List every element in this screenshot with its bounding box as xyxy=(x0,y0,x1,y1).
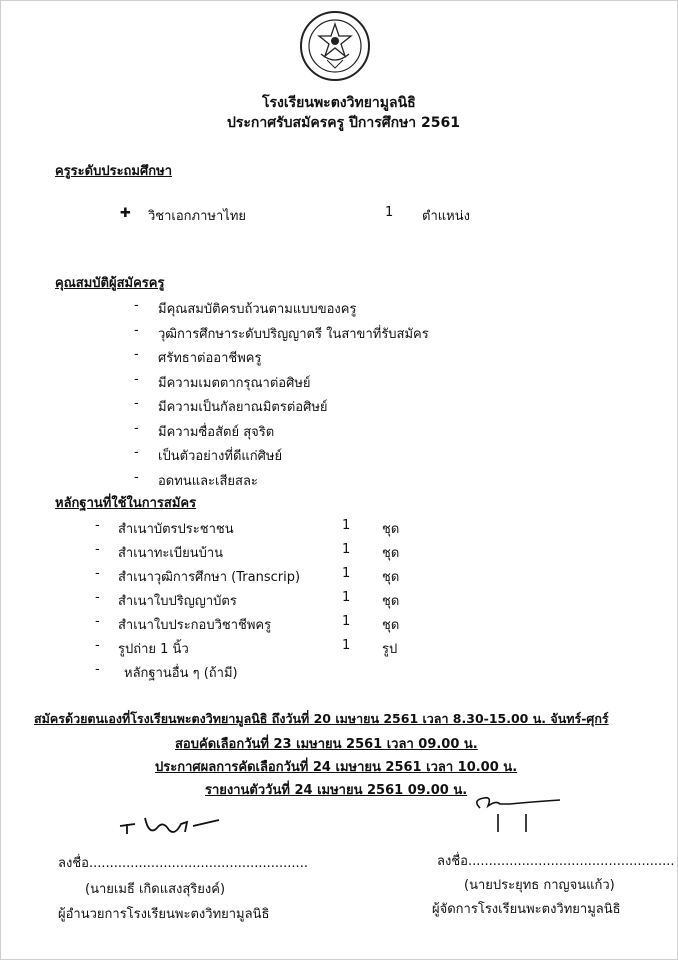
right-sign-line: ลงชื่อ.................................................. xyxy=(437,854,675,869)
document-item-name: สำเนาวุฒิการศึกษา (Transcrip) xyxy=(118,570,301,585)
document-item-unit: ชุด xyxy=(382,522,400,537)
pin-icon: ✚ xyxy=(120,206,131,221)
schedule-report: รายงานตัววันที่ 24 เมษายน 2561 09.00 น. xyxy=(205,783,468,798)
school-name: โรงเรียนพะตงวิทยามูลนิธิ xyxy=(262,95,416,111)
qualification-item: มีคุณสมบัติครบถ้วนตามแบบของครู xyxy=(158,302,357,317)
qualification-item: ศรัทธาต่ออาชีพครู xyxy=(158,351,262,366)
bullet-dash: - xyxy=(134,298,139,313)
schedule-exam: สอบคัดเลือกวันที่ 23 เมษายน 2561 เวลา 09.00 น. xyxy=(175,737,478,752)
qualification-item: มีความเมตตากรุณาต่อศิษย์ xyxy=(158,375,311,391)
right-signature-mark xyxy=(470,792,580,838)
document-item-qty: 1 xyxy=(342,566,351,581)
qualification-item: เป็นตัวอย่างที่ดีแก่ศิษย์ xyxy=(158,449,283,464)
qualification-item: มีความซื่อสัตย์ สุจริต xyxy=(158,424,275,440)
document-item-name: สำเนาใบปริญญาบัตร xyxy=(118,594,237,609)
document-item-name: สำเนาทะเบียนบ้าน xyxy=(118,546,224,561)
bullet-dash: - xyxy=(95,566,100,581)
bullet-dash: - xyxy=(134,396,139,411)
bullet-dash: - xyxy=(95,638,100,653)
document-item-qty: 1 xyxy=(342,590,351,605)
qualifications-heading: คุณสมบัติผู้สมัครครู xyxy=(55,276,165,291)
bullet-dash: - xyxy=(134,469,139,485)
document-item-unit: ชุด xyxy=(382,570,400,585)
right-signer-name: (นายประยุทธ กาญจนแก้ว) xyxy=(464,878,615,893)
left-signer-name: (นายเมธี เกิดแสงสุริยงค์) xyxy=(85,882,226,897)
schedule-application: สมัครด้วยตนเองที่โรงเรียนพะตงวิทยามูลนิธิ ถึงวันที่ 20 เมษายน 2561 เวลา 8.30-15.00 น. จันทร์-ศุกร์ xyxy=(34,711,609,726)
bullet-dash: - xyxy=(134,347,139,362)
qualification-item: อดทนและเสียสละ xyxy=(158,473,258,489)
right-signer-role: ผู้จัดการโรงเรียนพะตงวิทยามูลนิธิ xyxy=(432,902,621,917)
left-signer-role: ผู้อำนวยการโรงเรียนพะตงวิทยามูลนิธิ xyxy=(58,907,270,922)
schedule-result: ประกาศผลการคัดเลือกวันที่ 24 เมษายน 2561 เวลา 10.00 น. xyxy=(155,760,518,775)
bullet-dash: - xyxy=(134,322,139,338)
bullet-dash: - xyxy=(95,518,100,533)
document-item-qty: 1 xyxy=(342,614,351,629)
position-subject: วิชาเอกภาษาไทย xyxy=(148,209,247,224)
document-item-name: สำเนาใบประกอบวิชาชีพครู xyxy=(118,618,272,633)
bullet-dash: - xyxy=(95,590,100,605)
document-item-name: สำเนาบัตรประชาชน xyxy=(118,522,234,537)
documents-heading: หลักฐานที่ใช้ในการสมัคร xyxy=(55,496,197,511)
bullet-dash: - xyxy=(95,542,100,557)
document-item-name: หลักฐานอื่น ๆ (ถ้ามี) xyxy=(124,666,238,681)
document-item-unit: รูป xyxy=(382,642,398,657)
document-item-qty: 1 xyxy=(342,518,351,533)
qualification-item: มีความเป็นกัลยาณมิตรต่อศิษย์ xyxy=(158,400,328,415)
document-item-unit: ชุด xyxy=(382,618,400,633)
announcement-title: ประกาศรับสมัครครู ปีการศึกษา 2561 xyxy=(227,115,461,131)
left-sign-line: ลงชื่อ..................................................... xyxy=(58,856,308,871)
bullet-dash: - xyxy=(134,420,139,436)
bullet-dash: - xyxy=(95,662,100,677)
position-unit: ตำแหน่ง xyxy=(422,209,470,224)
school-seal-logo xyxy=(299,10,371,82)
bullet-dash: - xyxy=(95,614,100,629)
left-signature-mark xyxy=(115,808,225,840)
position-count: 1 xyxy=(385,205,394,220)
qualification-item: วุฒิการศึกษาระดับปริญญาตรี ในสาขาที่รับสมัคร xyxy=(158,326,429,342)
document-item-unit: ชุด xyxy=(382,594,400,609)
position-heading: ครูระดับประถมศึกษา xyxy=(55,164,172,179)
bullet-dash: - xyxy=(134,445,139,460)
document-item-unit: ชุด xyxy=(382,546,400,561)
document-item-qty: 1 xyxy=(342,542,351,557)
document-item-qty: 1 xyxy=(342,638,351,653)
bullet-dash: - xyxy=(134,371,139,387)
document-item-name: รูปถ่าย 1 นิ้ว xyxy=(118,642,189,657)
